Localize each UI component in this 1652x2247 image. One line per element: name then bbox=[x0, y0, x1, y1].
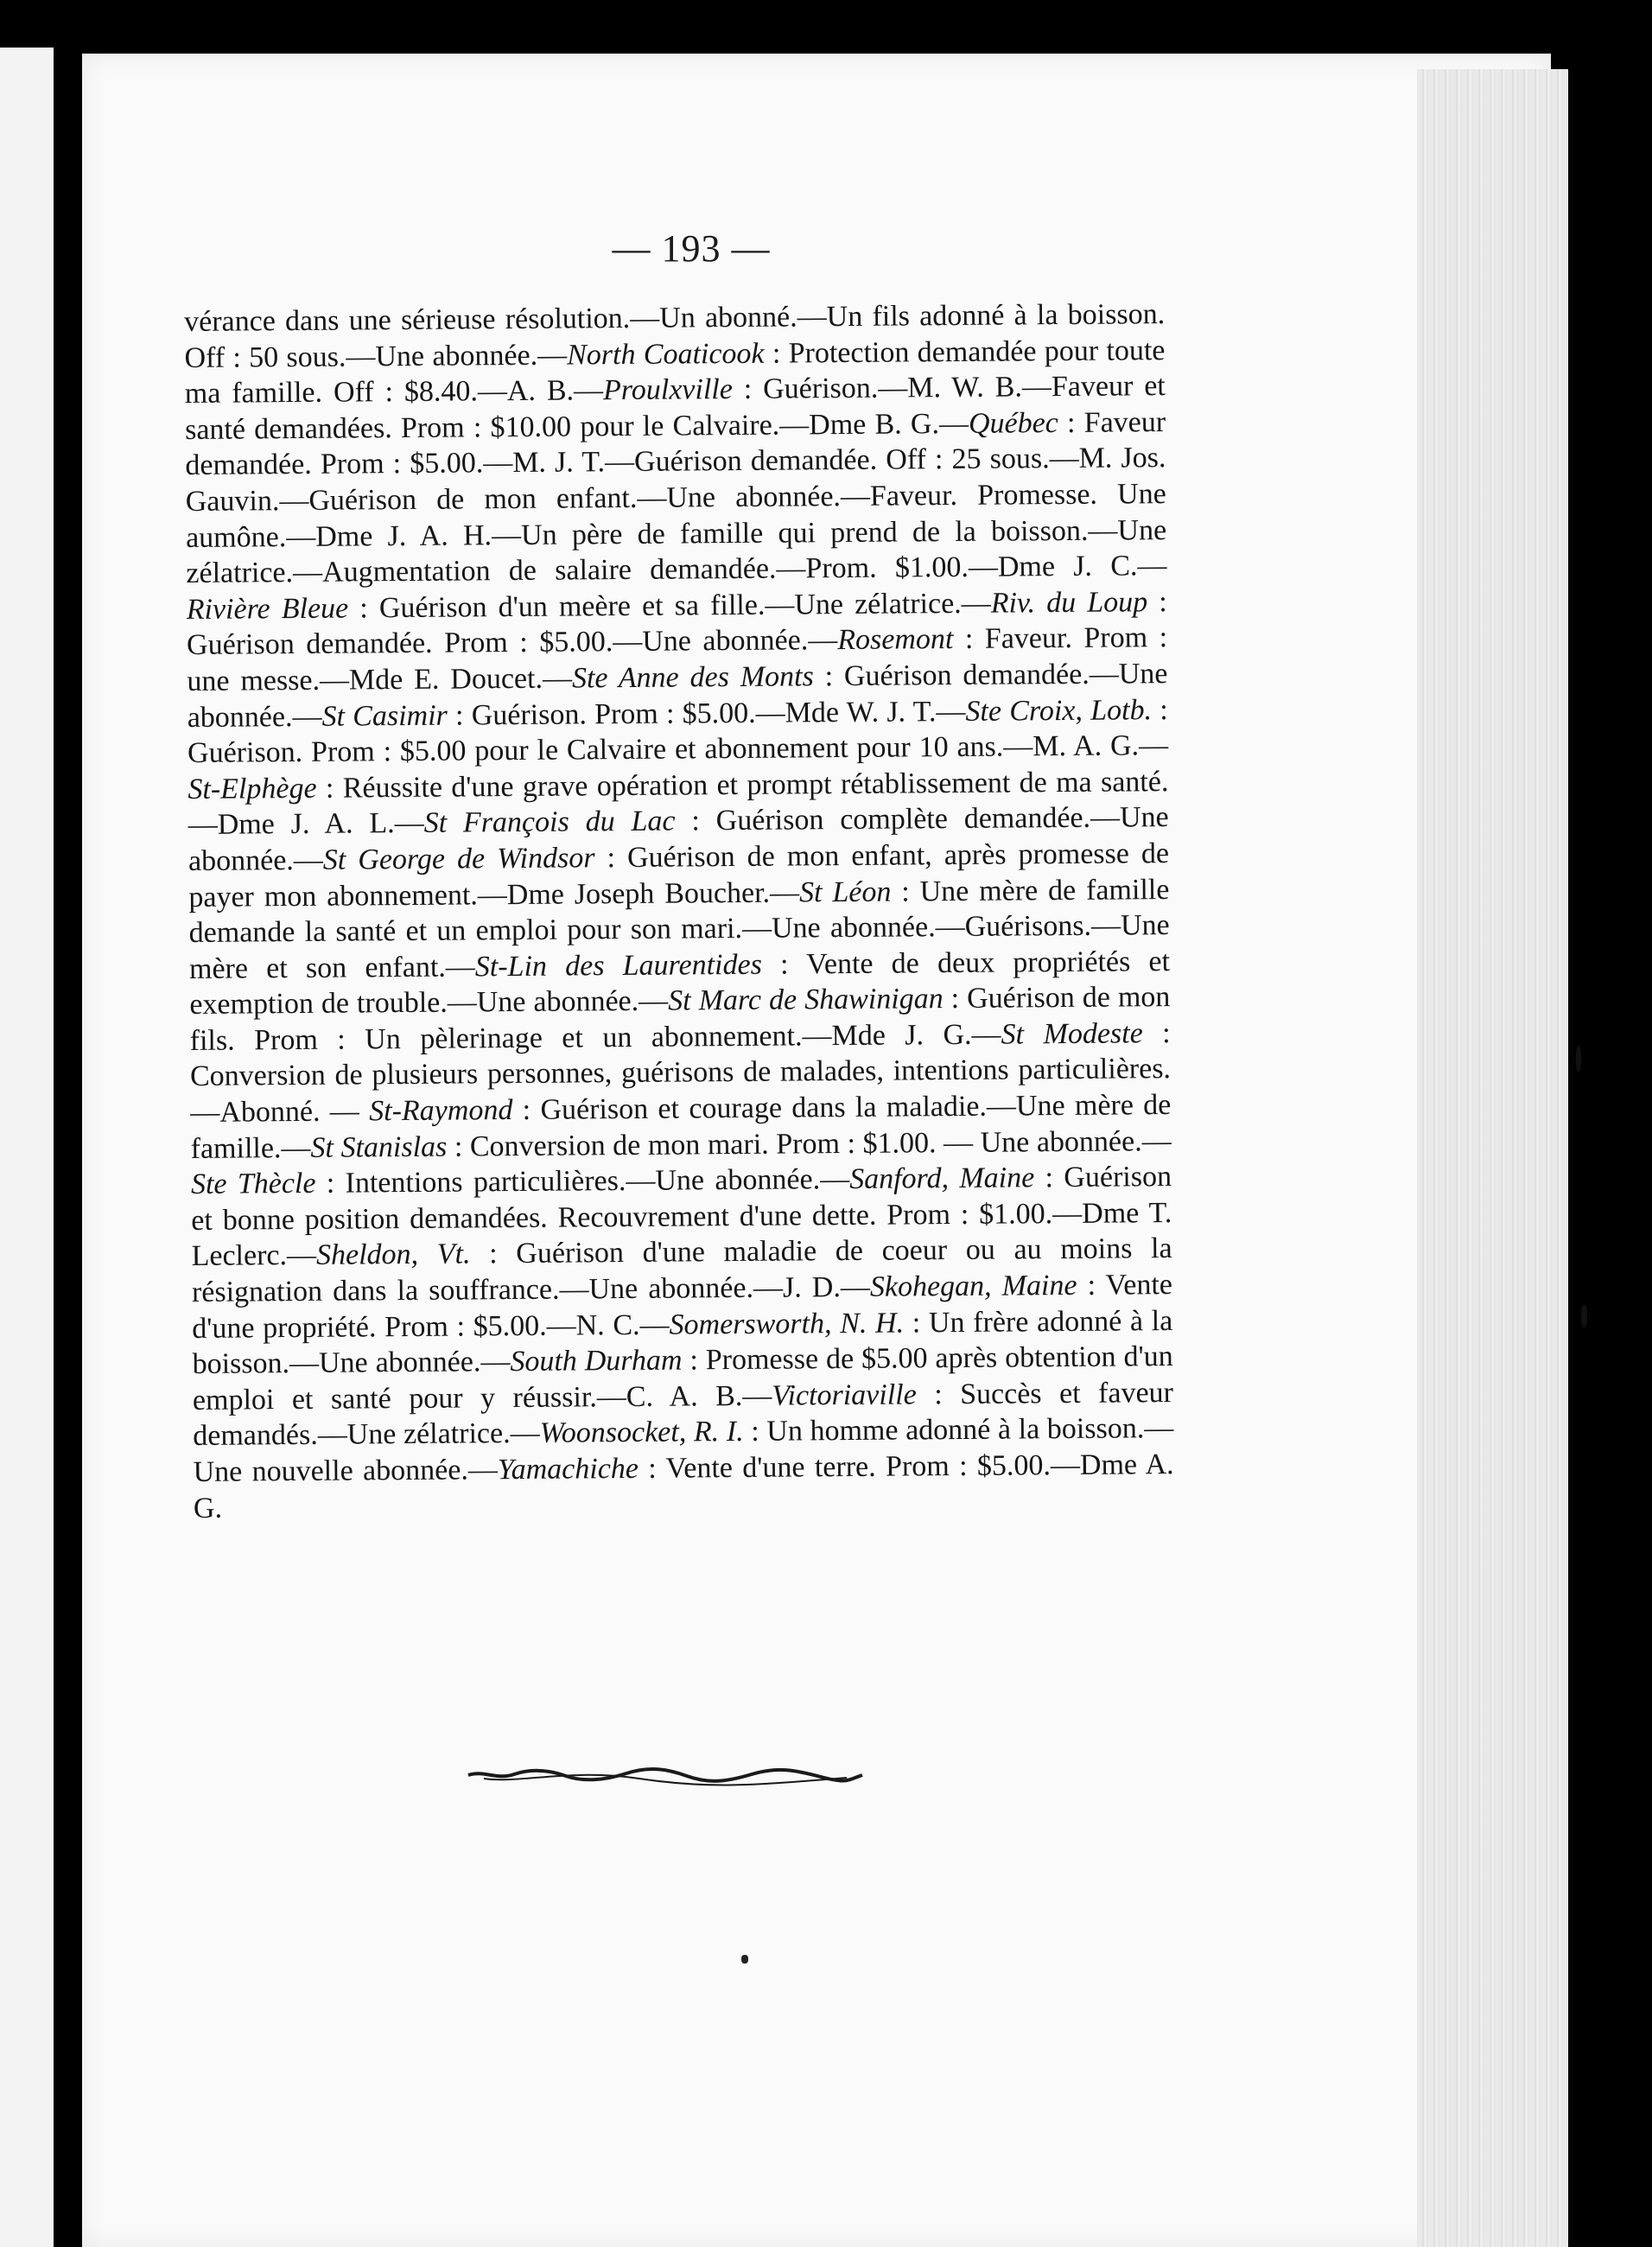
entry-text: : Guérison de mon fils. Prom : Un pèlerinage et un abonnement.—Mde J. G.— bbox=[189, 981, 1171, 1057]
place-name: St Stanislas bbox=[310, 1130, 448, 1164]
entry-text: : Guérison d'un meère et sa fille.—Une zélatrice.— bbox=[348, 587, 991, 625]
place-name: Proulxville bbox=[602, 373, 733, 407]
entry-text: : Faveur demandée. Prom : $5.00.—M. J. T.—Guérison demandée. Off : 25 sous.—M. Jos. Gauvin.—Guérison de mon enfant.—Une abonnée.—Faveur. Promesse. Une aumône.—Dme J. A. H.—Un père de famille qui prend de la boisson.—Une zélatrice.—Augmentation de salaire demandée.—Prom. $1.00.—Dme J. C.— bbox=[185, 405, 1167, 590]
entry-text: : Vente d'une terre. Prom : $5.00.—Dme A. G. bbox=[193, 1448, 1174, 1525]
entry-text: : Guérison complète demandée.—Une abonnée.— bbox=[187, 801, 1169, 877]
ink-speck bbox=[741, 1955, 748, 1964]
page-stack-edges bbox=[1417, 69, 1568, 2247]
place-name: Sheldon, Vt. bbox=[315, 1238, 471, 1272]
place-name: Ste Croix, Lotb. bbox=[965, 693, 1153, 728]
entry-text: vérance dans une sérieuse résolution.—Un abonné.—Un fils adonné à la boisson. Off : 50 sous.—Une abonnée.— bbox=[184, 298, 1166, 374]
entry-text: : Guérison d'une maladie de coeur ou au moins la résignation dans la souffrance.—Une abonnée.—J. D.— bbox=[191, 1232, 1172, 1308]
place-name: St François du Lac bbox=[423, 805, 676, 840]
entry-text: : Guérison. Prom : $5.00 pour le Calvaire et abonnement pour 10 ans.—M. A. G.— bbox=[187, 693, 1169, 770]
entry-text: : Guérison de mon enfant, après promesse de payer mon abonnement.—Dme Joseph Boucher.— bbox=[188, 837, 1170, 913]
body-paragraph bbox=[184, 296, 1174, 1526]
place-name: St Léon bbox=[798, 875, 892, 908]
place-name: St Modeste bbox=[1001, 1017, 1143, 1051]
page-number: — 193 — bbox=[612, 227, 771, 270]
ink-speck bbox=[1576, 1046, 1581, 1072]
place-name: North Coaticook bbox=[567, 337, 765, 372]
place-name: Skohegan, Maine bbox=[869, 1269, 1077, 1303]
tail-ornament bbox=[467, 1763, 864, 1789]
entry-text: : Vente d'une propriété. Prom : $5.00.—N. C.— bbox=[192, 1269, 1173, 1345]
entry-text: : Intentions particulières.—Une abonnée.— bbox=[315, 1163, 850, 1200]
place-name: Rivière Bleue bbox=[186, 592, 349, 626]
place-name: St-Elphège bbox=[187, 772, 317, 805]
place-name: Woonsocket, R. I. bbox=[539, 1416, 744, 1450]
entry-text: : Guérison demandée. Prom : $5.00.—Une abonnée.— bbox=[186, 585, 1167, 662]
entry-text: : Guérison.—M. W. B.—Faveur et santé demandées. Prom : $10.00 pour le Calvaire.—Dme B. G.— bbox=[184, 370, 1166, 446]
previous-page-edge bbox=[0, 48, 60, 2247]
entry-text: : Réussite d'une grave opération et prompt rétablissement de ma santé.—Dme J. A. L.— bbox=[187, 765, 1169, 842]
place-name: St Casimir bbox=[321, 699, 448, 733]
entry-text: : Guérison et bonne position demandées. Recouvrement d'une dette. Prom : $1.00.—Dme T. Leclerc.— bbox=[191, 1161, 1172, 1273]
entry-text: : Un frère adonné à la boisson.—Une abonnée.— bbox=[192, 1304, 1173, 1381]
entry-text: : Guérison. Prom : $5.00.—Mde W. J. T.— bbox=[447, 695, 966, 732]
place-name: St-Raymond bbox=[369, 1094, 513, 1128]
entry-text: : Guérison et courage dans la maladie.—Une mère de famille.— bbox=[190, 1089, 1172, 1165]
place-name: Rosemont bbox=[837, 623, 954, 657]
place-name: South Durham bbox=[510, 1344, 683, 1378]
place-name: St George de Windsor bbox=[322, 842, 595, 876]
entry-text: : Protection demandée pour toute ma famille. Off : $8.40.—A. B.— bbox=[184, 334, 1166, 411]
place-name: Riv. du Loup bbox=[990, 586, 1148, 620]
place-name: St-Lin des Laurentides bbox=[474, 948, 763, 983]
entry-text: : Vente de deux propriétés et exemption de trouble.—Une abonnée.— bbox=[189, 945, 1171, 1022]
place-name: Ste Thècle bbox=[190, 1168, 316, 1201]
place-name: St Marc de Shawinigan bbox=[668, 983, 944, 1017]
place-name: Yamachiche bbox=[497, 1452, 639, 1486]
place-name: Québec bbox=[968, 406, 1058, 440]
entry-text: : Faveur. Prom : une messe.—Mde E. Doucet.— bbox=[187, 621, 1168, 697]
place-name: Ste Anne des Monts bbox=[571, 660, 814, 695]
scan-border bbox=[1568, 0, 1652, 2247]
entry-text: : Un homme adonné à la boisson.—Une nouvelle abonnée.— bbox=[193, 1412, 1174, 1488]
place-name: Somersworth, N. H. bbox=[669, 1307, 905, 1341]
entry-text: : Guérison demandée.—Une abonnée.— bbox=[187, 658, 1168, 734]
place-name: Sanford, Maine bbox=[849, 1162, 1035, 1196]
entry-text: : Conversion de mon mari. Prom : $1.00. — Une abonnée.— bbox=[447, 1124, 1172, 1163]
entry-text: : Une mère de famille demande la santé et un emploi pour son mari.—Une abonnée.—Guérisons.—Une mère et son enfant.— bbox=[188, 873, 1170, 985]
place-name: Victoriaville bbox=[772, 1378, 917, 1412]
entry-text: : Succès et faveur demandés.—Une zélatrice.— bbox=[193, 1376, 1174, 1453]
entry-text: : Conversion de plusieurs personnes, guérisons de malades, intentions particulières.—Abonné. — bbox=[189, 1016, 1172, 1130]
entry-text: : Promesse de $5.00 après obtention d'un emploi et santé pour y réussir.—C. A. B.— bbox=[192, 1340, 1173, 1416]
ink-speck bbox=[1581, 1305, 1587, 1327]
